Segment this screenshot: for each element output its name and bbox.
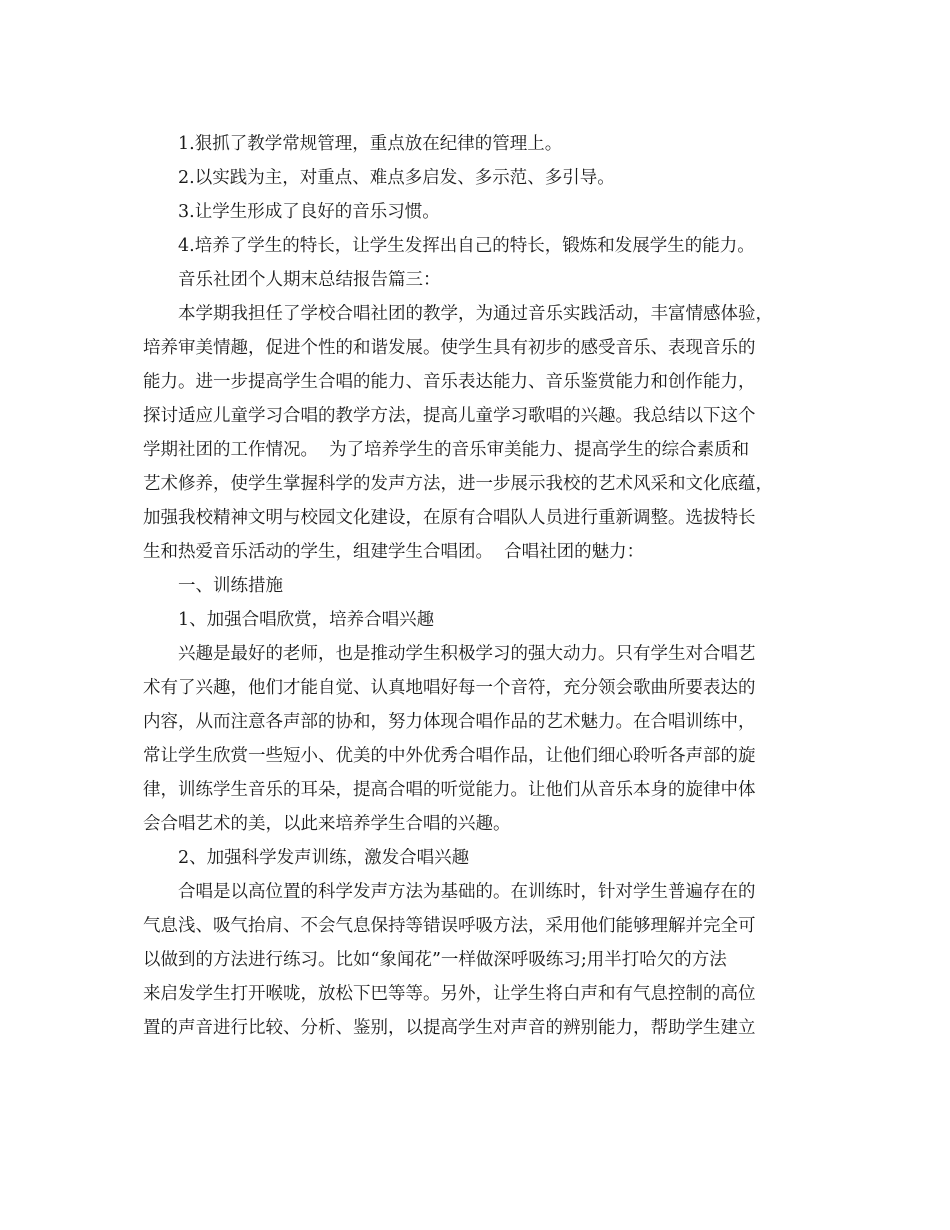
paragraph-line: 律，训练学生音乐的耳朵，提高合唱的听觉能力。让他们从音乐本身的旋律中体 [143,780,756,800]
subsection-heading: 2、加强科学发声训练，激发合唱兴趣 [178,848,470,868]
paragraph-line: 兴趣是最好的老师，也是推动学生积极学习的强大动力。只有学生对合唱艺 [178,644,756,664]
paragraph-line: 以做到的方法进行练习。比如“象闻花”一样做深呼吸练习;用半打哈欠的方法 [143,950,727,970]
paragraph-line: 术有了兴趣，他们才能自觉、认真地唱好每一个音符，充分领会歌曲所要表达的 [143,678,756,698]
paragraph-line: 生和热爱音乐活动的学生，组建学生合唱团。 合唱社团的魅力： [143,542,645,562]
paragraph-line: 探讨适应儿童学习合唱的教学方法，提高儿童学习歌唱的兴趣。我总结以下这个 [143,406,756,426]
paragraph-line: 会合唱艺术的美，以此来培养学生合唱的兴趣。 [143,814,511,834]
paragraph-line: 艺术修养，使学生掌握科学的发声方法，进一步展示我校的艺术风采和文化底蕴， [143,474,773,494]
list-item: 4.培养了学生的特长，让学生发挥出自己的特长，锻炼和发展学生的能力。 [178,236,755,256]
document-body [143,127,808,1045]
paragraph-line: 来启发学生打开喉咙，放松下巴等等。另外，让学生将白声和有气息控制的高位 [143,984,756,1004]
paragraph-line: 培养审美情趣，促进个性的和谐发展。使学生具有初步的感受音乐、表现音乐的 [143,338,756,358]
paragraph-line: 合唱是以高位置的科学发声方法为基础的。在训练时，针对学生普遍存在的 [178,882,756,902]
paragraph-line: 本学期我担任了学校合唱社团的教学，为通过音乐实践活动，丰富情感体验， [178,304,773,324]
paragraph-line: 内容，从而注意各声部的协和，努力体现合唱作品的艺术魅力。在合唱训练中， [143,712,756,732]
subsection-heading: 1、加强合唱欣赏，培养合唱兴趣 [178,610,435,630]
paragraph-line: 气息浅、吸气抬肩、不会气息保持等错误呼吸方法，采用他们能够理解并完全可 [143,916,756,936]
paragraph-line: 置的声音进行比较、分析、鉴别，以提高学生对声音的辨别能力，帮助学生建立 [143,1018,756,1038]
section-heading: 音乐社团个人期末总结报告篇三： [178,270,441,290]
paragraph-line: 常让学生欣赏一些短小、优美的中外优秀合唱作品，让他们细心聆听各声部的旋 [143,746,756,766]
list-item: 3.让学生形成了良好的音乐习惯。 [178,202,440,222]
paragraph-line: 能力。进一步提高学生合唱的能力、音乐表达能力、音乐鉴赏能力和创作能力， [143,372,756,392]
paragraph-line: 加强我校精神文明与校园文化建设，在原有合唱队人员进行重新调整。选拔特长 [143,508,756,528]
paragraph-line: 学期社团的工作情况。 为了培养学生的音乐审美能力、提高学生的综合素质和 [143,440,750,460]
section-heading: 一、训练措施 [178,576,283,596]
list-item: 2.以实践为主，对重点、难点多启发、多示范、多引导。 [178,168,615,188]
list-item: 1.狠抓了教学常规管理，重点放在纪律的管理上。 [178,134,563,154]
